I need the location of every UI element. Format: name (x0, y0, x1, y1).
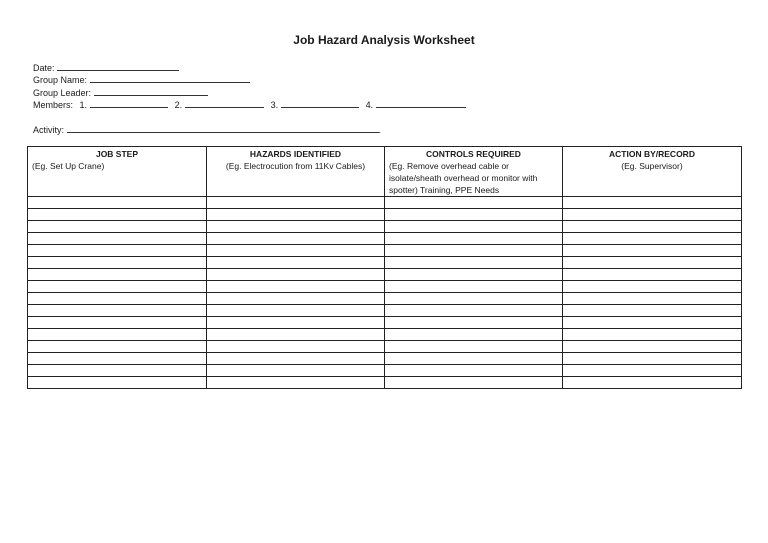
table-row (28, 377, 742, 389)
action-by-header (563, 147, 742, 197)
job-step-cell[interactable] (28, 257, 207, 269)
hazard-cell[interactable] (207, 269, 385, 281)
worksheet-title: Job Hazard Analysis Worksheet (293, 33, 475, 47)
table-row (28, 269, 742, 281)
table-row (28, 209, 742, 221)
table-row (28, 257, 742, 269)
hazard-cell[interactable] (207, 209, 385, 221)
member-4-line[interactable] (376, 98, 466, 108)
job-step-cell[interactable] (28, 269, 207, 281)
date-label: Date: (33, 63, 55, 73)
action-cell[interactable] (563, 305, 742, 317)
action-cell[interactable] (563, 293, 742, 305)
table-row (28, 365, 742, 377)
table-row (28, 329, 742, 341)
hazard-analysis-table (27, 146, 742, 389)
action-by-example: (Eg. Supervisor) (621, 161, 683, 171)
group-name-line[interactable] (90, 73, 250, 83)
hazard-cell[interactable] (207, 293, 385, 305)
group-leader-label: Group Leader: (33, 88, 92, 98)
controls-required-header (385, 147, 563, 197)
job-step-cell[interactable] (28, 281, 207, 293)
job-step-cell[interactable] (28, 197, 207, 209)
activity-label: Activity: (33, 125, 65, 135)
member-number-1: 1. (79, 100, 88, 110)
hazard-cell[interactable] (207, 341, 385, 353)
member-number-2: 2. (174, 100, 183, 110)
control-cell[interactable] (385, 209, 563, 221)
hazard-cell[interactable] (207, 305, 385, 317)
hazards-identified-title: HAZARDS IDENTIFIED (249, 149, 342, 159)
date-line[interactable] (57, 61, 179, 71)
hazard-cell[interactable] (207, 233, 385, 245)
members-field-row (33, 98, 466, 111)
job-step-cell[interactable] (28, 221, 207, 233)
job-step-header (28, 147, 207, 197)
job-step-cell[interactable] (28, 377, 207, 389)
table-body (28, 197, 742, 389)
member-number-3: 3. (270, 100, 279, 110)
hazards-identified-header (207, 147, 385, 197)
table-header-row (28, 147, 742, 197)
control-cell[interactable] (385, 293, 563, 305)
job-step-cell[interactable] (28, 341, 207, 353)
hazard-cell[interactable] (207, 257, 385, 269)
control-cell[interactable] (385, 305, 563, 317)
control-cell[interactable] (385, 329, 563, 341)
job-step-cell[interactable] (28, 365, 207, 377)
table-row (28, 221, 742, 233)
action-cell[interactable] (563, 377, 742, 389)
table-row (28, 197, 742, 209)
controls-required-example: (Eg. Remove overhead cable or isolate/sheath overhead or monitor with spotter) Training, PPE Needs (389, 161, 538, 195)
hazard-cell[interactable] (207, 317, 385, 329)
table-row (28, 317, 742, 329)
member-2-line[interactable] (185, 98, 264, 108)
control-cell[interactable] (385, 269, 563, 281)
control-cell[interactable] (385, 197, 563, 209)
hazard-cell[interactable] (207, 245, 385, 257)
job-step-example: (Eg. Set Up Crane) (32, 161, 105, 171)
action-cell[interactable] (563, 221, 742, 233)
control-cell[interactable] (385, 353, 563, 365)
action-cell[interactable] (563, 257, 742, 269)
member-1-line[interactable] (90, 98, 168, 108)
hazard-cell[interactable] (207, 197, 385, 209)
activity-end-period: . (378, 125, 382, 135)
control-cell[interactable] (385, 341, 563, 353)
hazard-cell[interactable] (207, 329, 385, 341)
hazard-cell[interactable] (207, 377, 385, 389)
job-step-title: JOB STEP (95, 149, 139, 159)
table-row (28, 341, 742, 353)
group-name-label: Group Name: (33, 75, 88, 85)
hazard-cell[interactable] (207, 281, 385, 293)
control-cell[interactable] (385, 257, 563, 269)
control-cell[interactable] (385, 245, 563, 257)
job-step-cell[interactable] (28, 329, 207, 341)
activity-field-row (33, 123, 381, 136)
action-cell[interactable] (563, 245, 742, 257)
group-name-field-row (33, 73, 250, 86)
job-step-cell[interactable] (28, 209, 207, 221)
controls-required-title: CONTROLS REQUIRED (426, 149, 521, 159)
job-step-cell[interactable] (28, 353, 207, 365)
member-3-line[interactable] (281, 98, 359, 108)
action-cell[interactable] (563, 353, 742, 365)
job-step-cell[interactable] (28, 245, 207, 257)
action-cell[interactable] (563, 329, 742, 341)
action-cell[interactable] (563, 269, 742, 281)
control-cell[interactable] (385, 281, 563, 293)
hazard-cell[interactable] (207, 221, 385, 233)
control-cell[interactable] (385, 365, 563, 377)
hazards-identified-example: (Eg. Electrocution from 11Kv Cables) (225, 161, 366, 171)
table-row (28, 293, 742, 305)
member-number-4: 4. (365, 100, 374, 110)
activity-line[interactable] (67, 123, 379, 133)
table-row (28, 245, 742, 257)
control-cell[interactable] (385, 317, 563, 329)
job-step-cell[interactable] (28, 233, 207, 245)
members-label: Members: (33, 100, 74, 110)
hazard-cell[interactable] (207, 353, 385, 365)
hazard-cell[interactable] (207, 365, 385, 377)
control-cell[interactable] (385, 233, 563, 245)
job-step-cell[interactable] (28, 293, 207, 305)
table-row (28, 233, 742, 245)
table-row (28, 353, 742, 365)
action-cell[interactable] (563, 233, 742, 245)
action-cell[interactable] (563, 317, 742, 329)
action-cell[interactable] (563, 209, 742, 221)
action-cell[interactable] (563, 281, 742, 293)
action-cell[interactable] (563, 341, 742, 353)
action-cell[interactable] (563, 365, 742, 377)
control-cell[interactable] (385, 377, 563, 389)
action-by-title: ACTION BY/RECORD (609, 149, 695, 159)
job-step-cell[interactable] (28, 305, 207, 317)
action-cell[interactable] (563, 197, 742, 209)
control-cell[interactable] (385, 221, 563, 233)
table-row (28, 305, 742, 317)
group-leader-line[interactable] (94, 86, 208, 96)
table-row (28, 281, 742, 293)
job-step-cell[interactable] (28, 317, 207, 329)
